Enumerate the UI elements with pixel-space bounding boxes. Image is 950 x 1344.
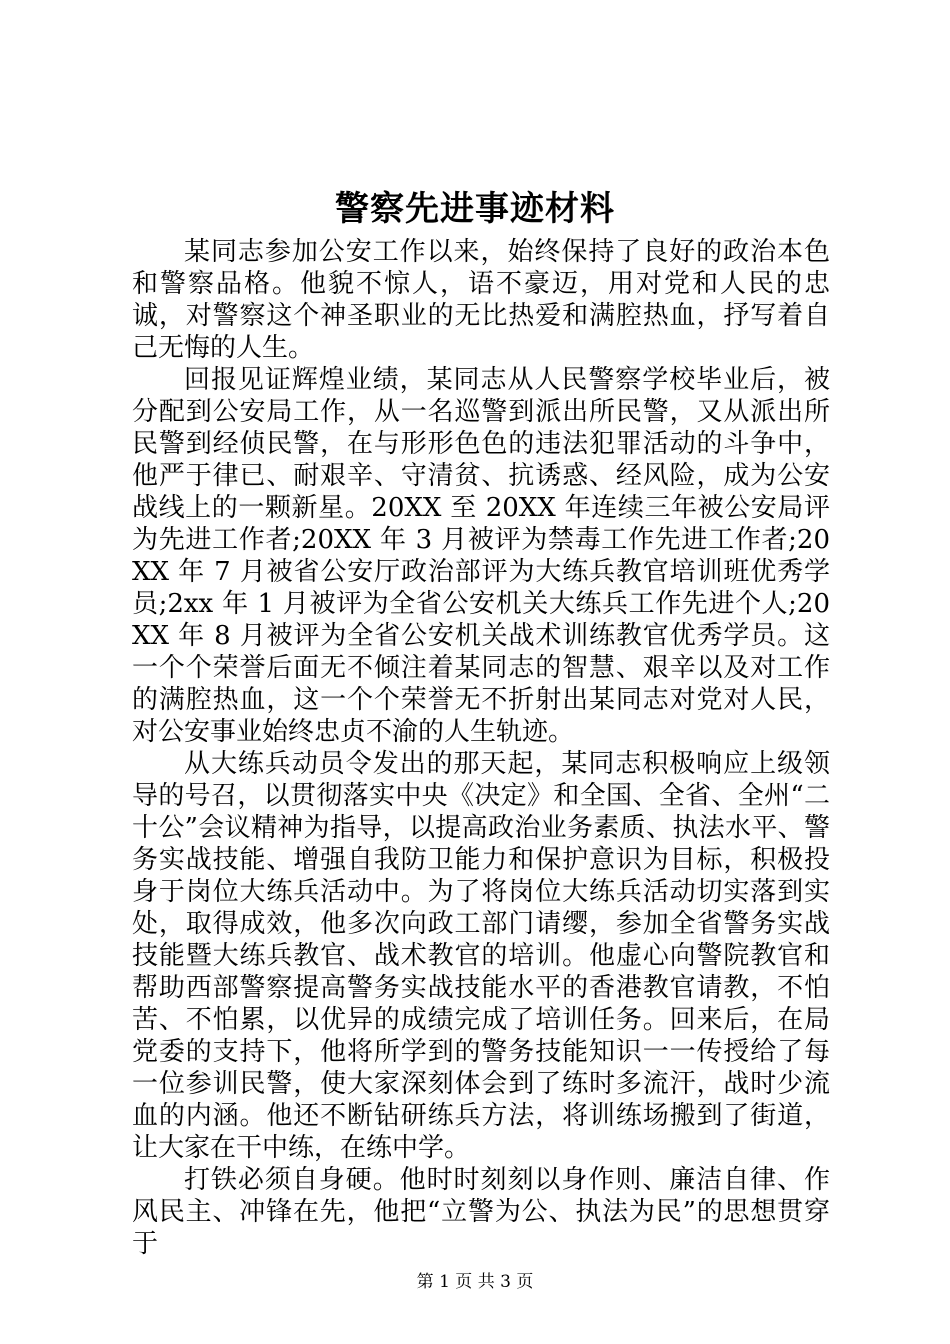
paragraph-2: 回报见证辉煌业绩，某同志从人民警察学校毕业后，被分配到公安局工作，从一名巡警到派出所民警，又从派出所民警到经侦民警，在与形形色色的违法犯罪活动的斗争中，他严于律已、耐艰辛、守清贫、抗诱惑、经风险，成为公安战线上的一颗新星。20XX 至 20XX 年连续三年被公安局评为先进工作者;20XX 年 3 月被评为禁毒工作先进工作者;20XX 年 7 月被省公安厅政治部评为大练兵教官培训班优秀学员;2xx 年 1 月被评为全省公安机关大练兵工作先进个人;20XX 年 8 月被评为全省公安机关战术训练教官优秀学员。这一个个荣誉后面无不倾注着某同志的智慧、艰辛以及对工作的满腔热血，这一个个荣誉无不折射出某同志对党对人民，对公安事业始终忠贞不渝的人生轨迹。	[132, 365, 830, 747]
paragraph-1: 某同志参加公安工作以来，始终保持了良好的政治本色和警察品格。他貌不惊人，语不豪迈，用对党和人民的忠诚，对警察这个神圣职业的无比热爱和满腔热血，抒写着自己无悔的人生。	[132, 237, 830, 363]
page-footer: 第 1 页 共 3 页	[416, 1272, 534, 1292]
document-title: 警察先进事迹材料	[335, 189, 615, 229]
paragraph-4: 打铁必须自身硬。他时时刻刻以身作则、廉洁自律、作风民主、冲锋在先，他把“立警为公、执法为民”的思想贯穿于	[132, 1165, 830, 1259]
paragraph-3: 从大练兵动员令发出的那天起，某同志积极响应上级领导的号召，以贯彻落实中央《决定》和全国、全省、全州“二十公”会议精神为指导，以提高政治业务素质、执法水平、警务实战技能、增强自我防卫能力和保护意识为目标，积极投身于岗位大练兵活动中。为了将岗位大练兵活动切实落到实处，取得成效，他多次向政工部门请缨，参加全省警务实战技能暨大练兵教官、战术教官的培训。他虚心向警院教官和帮助西部警察提高警务实战技能水平的香港教官请教，不怕苦、不怕累，以优异的成绩完成了培训任务。回来后，在局党委的支持下，他将所学到的警务技能知识一一传授给了每一位参训民警，使大家深刻体会到了练时多流汗，战时少流血的内涵。他还不断钻研练兵方法，将训练场搬到了街道，让大家在干中练，在练中学。	[132, 749, 830, 1163]
document-body	[132, 236, 830, 1260]
